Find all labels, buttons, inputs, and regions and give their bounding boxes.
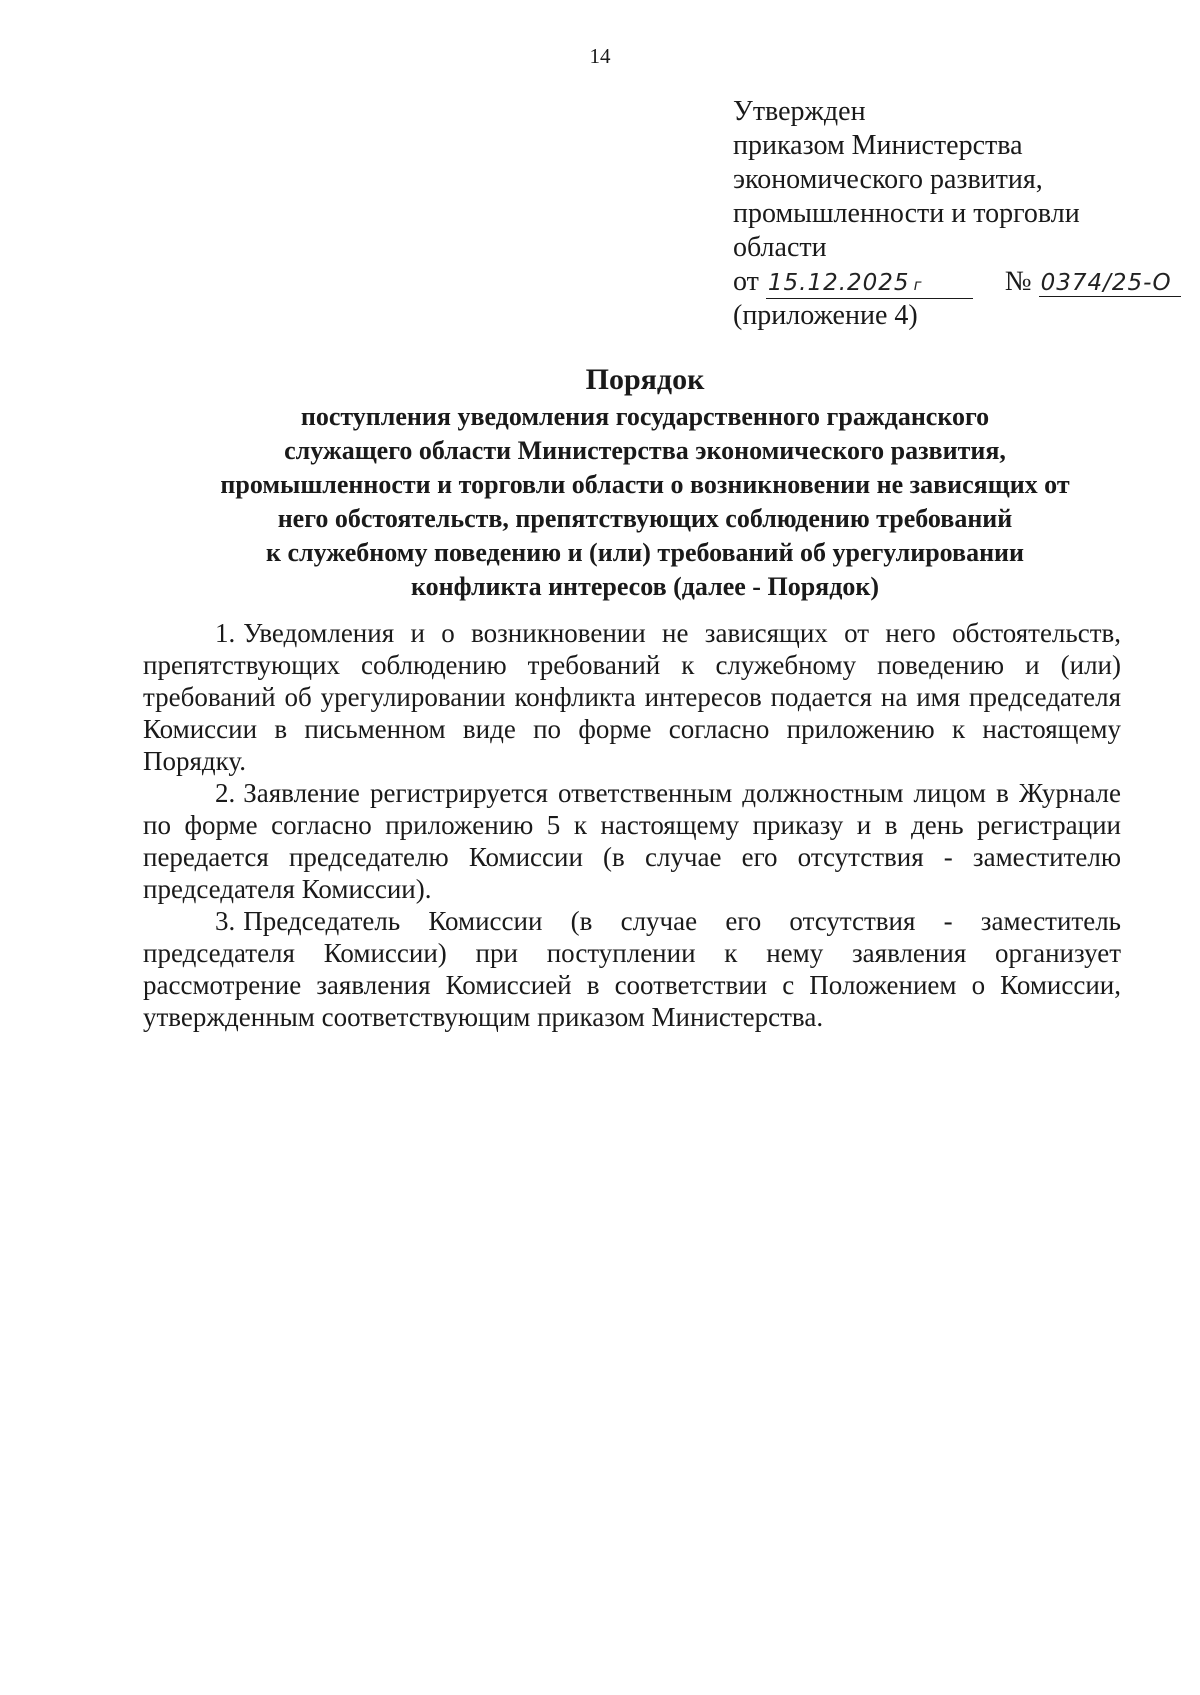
approval-line: приказом Министерства — [733, 130, 1023, 161]
paragraph-3 — [143, 905, 1121, 1033]
page-number: 14 — [589, 44, 611, 68]
paragraph-text: Председатель Комиссии (в случае его отсутствия - заместитель председателя Комиссии) при поступлении к нему заявления организует рассмотрение заявления Комиссией в соответствии с Положением о Комиссии, утвержденным соответствующим приказом Министерства. — [143, 906, 1121, 1032]
title-line: к служебному поведению и (или) требований об урегулировании — [265, 538, 1025, 567]
handwritten-number: 0374/25-О — [1040, 270, 1172, 296]
appendix-label: (приложение 4) — [733, 300, 918, 331]
paragraph-text: Уведомления и о возникновении не зависящих от него обстоятельств, препятствующих соблюдению требований к служебному поведению и (или) требований об урегулировании конфликта интересов подается на имя председателя Комиссии в письменном виде по форме согласно приложению к настоящему Порядку. — [143, 618, 1121, 776]
title-line: него обстоятельств, препятствующих соблюдению требований — [277, 504, 1013, 533]
paragraph-1 — [143, 617, 1121, 777]
approval-line: промышленности и торговли — [733, 198, 1080, 229]
paragraph-number: 1. — [215, 618, 236, 648]
number-field — [1039, 269, 1181, 297]
date-suffix: г — [913, 276, 923, 294]
paragraph-number: 2. — [215, 778, 236, 808]
date-prefix: от — [733, 266, 759, 297]
title-main: Порядок — [585, 363, 705, 396]
date-field — [766, 269, 973, 299]
document-body — [143, 617, 1121, 1033]
handwritten-date: 15.12.2025 — [767, 270, 910, 296]
approval-line: области — [733, 232, 827, 263]
title-line: служащего области Министерства экономического развития, — [284, 436, 1006, 465]
title-line: конфликта интересов (далее - Порядок) — [410, 572, 880, 601]
paragraph-number: 3. — [215, 906, 236, 936]
paragraph-2 — [143, 777, 1121, 905]
document-title — [0, 360, 1200, 604]
approval-line: Утвержден — [733, 96, 866, 127]
number-prefix: № — [1004, 266, 1032, 297]
paragraph-text: Заявление регистрируется ответственным должностным лицом в Журнале по форме согласно приложению 5 к настоящему приказу и в день регистрации передается председателю Комиссии (в случае его отсутствия - заместителю председателя Комиссии). — [143, 778, 1121, 904]
approval-date-line — [733, 265, 1181, 299]
approval-block — [733, 95, 1181, 333]
approval-line: экономического развития, — [733, 164, 1043, 195]
title-line: поступления уведомления государственного гражданского — [300, 402, 990, 431]
title-line: промышленности и торговли области о возникновении не зависящих от — [220, 470, 1070, 499]
